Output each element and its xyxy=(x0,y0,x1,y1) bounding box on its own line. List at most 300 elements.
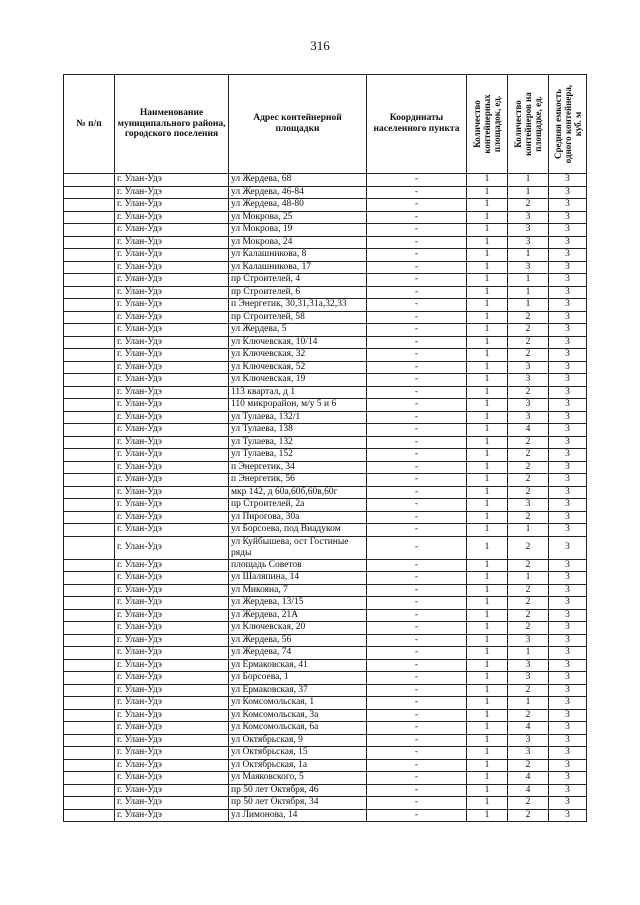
address-cell: площадь Советов xyxy=(229,559,367,572)
coords-cell: - xyxy=(367,809,467,822)
address-cell: пр Строителей, 2а xyxy=(229,499,367,512)
municipality-cell: г. Улан-Удэ xyxy=(115,261,229,274)
containers-count-cell: 3 xyxy=(508,672,549,685)
address-cell: 110 микрорайон, м/у 5 и 6 xyxy=(229,399,367,412)
coords-cell: - xyxy=(367,584,467,597)
table-row xyxy=(64,772,587,785)
containers-count-cell: 3 xyxy=(508,399,549,412)
sites-count-cell: 1 xyxy=(467,461,508,474)
coords-cell: - xyxy=(367,336,467,349)
sites-count-cell: 1 xyxy=(467,647,508,660)
coords-cell: - xyxy=(367,572,467,585)
coords-cell: - xyxy=(367,224,467,237)
table-row xyxy=(64,784,587,797)
row-number-cell xyxy=(64,559,115,572)
municipality-cell: г. Улан-Удэ xyxy=(115,722,229,735)
table-row xyxy=(64,374,587,387)
capacity-cell: 3 xyxy=(549,524,587,537)
coords-cell: - xyxy=(367,386,467,399)
containers-count-cell: 2 xyxy=(508,584,549,597)
capacity-cell: 3 xyxy=(549,499,587,512)
municipality-cell: г. Улан-Удэ xyxy=(115,684,229,697)
row-number-cell xyxy=(64,199,115,212)
sites-count-cell: 1 xyxy=(467,597,508,610)
capacity-cell: 3 xyxy=(549,349,587,362)
table-row xyxy=(64,174,587,187)
municipality-cell: г. Улан-Удэ xyxy=(115,772,229,785)
table-row xyxy=(64,722,587,735)
sites-count-cell: 1 xyxy=(467,709,508,722)
coords-cell: - xyxy=(367,261,467,274)
coords-cell: - xyxy=(367,174,467,187)
municipality-cell: г. Улан-Удэ xyxy=(115,486,229,499)
capacity-cell: 3 xyxy=(549,697,587,710)
sites-count-cell: 1 xyxy=(467,499,508,512)
row-number-cell xyxy=(64,647,115,660)
municipality-cell: г. Улан-Удэ xyxy=(115,174,229,187)
row-number-cell xyxy=(64,311,115,324)
row-number-cell xyxy=(64,797,115,810)
containers-count-cell: 1 xyxy=(508,274,549,287)
coords-cell: - xyxy=(367,274,467,287)
municipality-cell: г. Улан-Удэ xyxy=(115,511,229,524)
capacity-cell: 3 xyxy=(549,536,587,559)
capacity-cell: 3 xyxy=(549,461,587,474)
capacity-cell: 3 xyxy=(549,361,587,374)
containers-count-cell: 3 xyxy=(508,747,549,760)
containers-count-cell: 4 xyxy=(508,424,549,437)
municipality-cell: г. Улан-Удэ xyxy=(115,361,229,374)
sites-count-cell: 1 xyxy=(467,809,508,822)
capacity-cell: 3 xyxy=(549,374,587,387)
municipality-cell: г. Улан-Удэ xyxy=(115,336,229,349)
address-cell: ул Жердева, 21А xyxy=(229,609,367,622)
coords-cell: - xyxy=(367,349,467,362)
sites-count-cell: 1 xyxy=(467,536,508,559)
container-sites-table xyxy=(63,74,587,822)
sites-count-cell: 1 xyxy=(467,747,508,760)
page-number: 316 xyxy=(310,38,330,53)
sites-count-cell: 1 xyxy=(467,524,508,537)
containers-count-cell: 4 xyxy=(508,722,549,735)
containers-count-cell: 1 xyxy=(508,697,549,710)
containers-count-cell: 3 xyxy=(508,236,549,249)
row-number-cell xyxy=(64,349,115,362)
address-cell: ул Куйбышева, ост Гостиные ряды xyxy=(229,536,367,559)
table-row xyxy=(64,584,587,597)
municipality-cell: г. Улан-Удэ xyxy=(115,609,229,622)
capacity-cell: 3 xyxy=(549,424,587,437)
row-number-cell xyxy=(64,784,115,797)
sites-count-cell: 1 xyxy=(467,734,508,747)
sites-count-cell: 1 xyxy=(467,261,508,274)
sites-count-cell: 1 xyxy=(467,174,508,187)
row-number-cell xyxy=(64,361,115,374)
containers-count-cell: 2 xyxy=(508,311,549,324)
capacity-cell: 3 xyxy=(549,236,587,249)
sites-count-cell: 1 xyxy=(467,584,508,597)
capacity-cell: 3 xyxy=(549,747,587,760)
row-number-cell xyxy=(64,436,115,449)
containers-count-cell: 1 xyxy=(508,186,549,199)
sites-count-cell: 1 xyxy=(467,324,508,337)
sites-count-cell: 1 xyxy=(467,772,508,785)
row-number-cell xyxy=(64,299,115,312)
address-cell: пр Строителей, 6 xyxy=(229,286,367,299)
header-num: № п/п xyxy=(64,75,115,174)
containers-count-cell: 2 xyxy=(508,199,549,212)
municipality-cell: г. Улан-Удэ xyxy=(115,186,229,199)
sites-count-cell: 1 xyxy=(467,336,508,349)
address-cell: ул Жердева, 68 xyxy=(229,174,367,187)
row-number-cell xyxy=(64,747,115,760)
capacity-cell: 3 xyxy=(549,299,587,312)
address-cell: ул Жердева, 13/15 xyxy=(229,597,367,610)
coords-cell: - xyxy=(367,499,467,512)
address-cell: ул Борсоева, 1 xyxy=(229,672,367,685)
containers-count-cell: 2 xyxy=(508,324,549,337)
capacity-cell: 3 xyxy=(549,772,587,785)
sites-count-cell: 1 xyxy=(467,559,508,572)
address-cell: ул Жердева, 48-80 xyxy=(229,199,367,212)
containers-count-cell: 2 xyxy=(508,511,549,524)
row-number-cell xyxy=(64,524,115,537)
coords-cell: - xyxy=(367,361,467,374)
capacity-cell: 3 xyxy=(549,559,587,572)
containers-count-cell: 2 xyxy=(508,386,549,399)
capacity-cell: 3 xyxy=(549,809,587,822)
municipality-cell: г. Улан-Удэ xyxy=(115,734,229,747)
containers-count-cell: 3 xyxy=(508,659,549,672)
containers-count-cell: 3 xyxy=(508,361,549,374)
header-containers-count xyxy=(508,75,549,174)
address-cell: ул Мокрова, 19 xyxy=(229,224,367,237)
table-row xyxy=(64,324,587,337)
address-cell: ул Октябрьская, 15 xyxy=(229,747,367,760)
table-row xyxy=(64,361,587,374)
table-row xyxy=(64,609,587,622)
containers-count-cell: 2 xyxy=(508,609,549,622)
sites-count-cell: 1 xyxy=(467,759,508,772)
sites-count-cell: 1 xyxy=(467,659,508,672)
table-row xyxy=(64,261,587,274)
row-number-cell xyxy=(64,174,115,187)
address-cell: п Энергетик, 56 xyxy=(229,474,367,487)
address-cell: п Энергетик, 34 xyxy=(229,461,367,474)
containers-count-cell: 3 xyxy=(508,411,549,424)
table-row xyxy=(64,709,587,722)
row-number-cell xyxy=(64,261,115,274)
table-row xyxy=(64,199,587,212)
sites-count-cell: 1 xyxy=(467,609,508,622)
capacity-cell: 3 xyxy=(549,286,587,299)
coords-cell: - xyxy=(367,486,467,499)
row-number-cell xyxy=(64,224,115,237)
municipality-cell: г. Улан-Удэ xyxy=(115,399,229,412)
containers-count-cell: 2 xyxy=(508,336,549,349)
row-number-cell xyxy=(64,186,115,199)
sites-count-cell: 1 xyxy=(467,424,508,437)
containers-count-cell: 1 xyxy=(508,174,549,187)
sites-count-cell: 1 xyxy=(467,386,508,399)
address-cell: ул Тулаева, 138 xyxy=(229,424,367,437)
coords-cell: - xyxy=(367,672,467,685)
address-cell: ул Октябрьская, 9 xyxy=(229,734,367,747)
address-cell: ул Комсомольская, 6а xyxy=(229,722,367,735)
capacity-cell: 3 xyxy=(549,672,587,685)
containers-count-cell: 3 xyxy=(508,734,549,747)
table-row xyxy=(64,461,587,474)
containers-count-cell: 1 xyxy=(508,249,549,262)
table-row xyxy=(64,436,587,449)
table-row xyxy=(64,797,587,810)
row-number-cell xyxy=(64,772,115,785)
coords-cell: - xyxy=(367,609,467,622)
row-number-cell xyxy=(64,474,115,487)
municipality-cell: г. Улан-Удэ xyxy=(115,224,229,237)
capacity-cell: 3 xyxy=(549,797,587,810)
coords-cell: - xyxy=(367,659,467,672)
containers-count-cell: 2 xyxy=(508,486,549,499)
capacity-cell: 3 xyxy=(549,324,587,337)
containers-count-cell: 2 xyxy=(508,449,549,462)
coords-cell: - xyxy=(367,697,467,710)
containers-count-cell: 3 xyxy=(508,634,549,647)
table-row xyxy=(64,747,587,760)
address-cell: ул Жердева, 74 xyxy=(229,647,367,660)
capacity-cell: 3 xyxy=(549,199,587,212)
sites-count-cell: 1 xyxy=(467,684,508,697)
coords-cell: - xyxy=(367,411,467,424)
table-row xyxy=(64,249,587,262)
address-cell: ул Жердева, 5 xyxy=(229,324,367,337)
municipality-cell: г. Улан-Удэ xyxy=(115,597,229,610)
sites-count-cell: 1 xyxy=(467,224,508,237)
sites-count-cell: 1 xyxy=(467,797,508,810)
row-number-cell xyxy=(64,659,115,672)
table-row xyxy=(64,299,587,312)
capacity-cell: 3 xyxy=(549,274,587,287)
sites-count-cell: 1 xyxy=(467,511,508,524)
row-number-cell xyxy=(64,274,115,287)
header-coords: Координаты населенного пункта xyxy=(367,75,467,174)
row-number-cell xyxy=(64,499,115,512)
municipality-cell: г. Улан-Удэ xyxy=(115,524,229,537)
capacity-cell: 3 xyxy=(549,597,587,610)
municipality-cell: г. Улан-Удэ xyxy=(115,499,229,512)
table-row xyxy=(64,424,587,437)
capacity-cell: 3 xyxy=(549,511,587,524)
header-capacity-text: Средняя емкость одного контейнера, куб. м xyxy=(552,84,583,164)
municipality-cell: г. Улан-Удэ xyxy=(115,436,229,449)
coords-cell: - xyxy=(367,424,467,437)
address-cell: ул Пирогова, 30а xyxy=(229,511,367,524)
capacity-cell: 3 xyxy=(549,784,587,797)
coords-cell: - xyxy=(367,249,467,262)
municipality-cell: г. Улан-Удэ xyxy=(115,461,229,474)
row-number-cell xyxy=(64,411,115,424)
coords-cell: - xyxy=(367,511,467,524)
sites-count-cell: 1 xyxy=(467,374,508,387)
row-number-cell xyxy=(64,572,115,585)
capacity-cell: 3 xyxy=(549,386,587,399)
address-cell: пр 50 лет Октября, 34 xyxy=(229,797,367,810)
coords-cell: - xyxy=(367,684,467,697)
municipality-cell: г. Улан-Удэ xyxy=(115,634,229,647)
capacity-cell: 3 xyxy=(549,709,587,722)
table-row xyxy=(64,672,587,685)
containers-count-cell: 2 xyxy=(508,536,549,559)
capacity-cell: 3 xyxy=(549,336,587,349)
sites-count-cell: 1 xyxy=(467,274,508,287)
row-number-cell xyxy=(64,461,115,474)
table-row xyxy=(64,286,587,299)
address-cell: ул Жердева, 56 xyxy=(229,634,367,647)
row-number-cell xyxy=(64,809,115,822)
address-cell: ул Ключевская, 10/14 xyxy=(229,336,367,349)
capacity-cell: 3 xyxy=(549,584,587,597)
table-row xyxy=(64,684,587,697)
coords-cell: - xyxy=(367,784,467,797)
address-cell: ул Комсомольская, 3а xyxy=(229,709,367,722)
sites-count-cell: 1 xyxy=(467,449,508,462)
containers-count-cell: 2 xyxy=(508,759,549,772)
sites-count-cell: 1 xyxy=(467,784,508,797)
municipality-cell: г. Улан-Удэ xyxy=(115,299,229,312)
address-cell: ул Маяковского, 5 xyxy=(229,772,367,785)
coords-cell: - xyxy=(367,797,467,810)
address-cell: п Энергетик, 30,31,31а,32,33 xyxy=(229,299,367,312)
capacity-cell: 3 xyxy=(549,436,587,449)
address-cell: ул Лимонова, 14 xyxy=(229,809,367,822)
containers-count-cell: 2 xyxy=(508,559,549,572)
municipality-cell: г. Улан-Удэ xyxy=(115,324,229,337)
row-number-cell xyxy=(64,634,115,647)
table-row xyxy=(64,659,587,672)
row-number-cell xyxy=(64,759,115,772)
row-number-cell xyxy=(64,449,115,462)
capacity-cell: 3 xyxy=(549,659,587,672)
coords-cell: - xyxy=(367,722,467,735)
containers-count-cell: 4 xyxy=(508,784,549,797)
table-row xyxy=(64,734,587,747)
row-number-cell xyxy=(64,511,115,524)
sites-count-cell: 1 xyxy=(467,474,508,487)
municipality-cell: г. Улан-Удэ xyxy=(115,697,229,710)
coords-cell: - xyxy=(367,747,467,760)
municipality-cell: г. Улан-Удэ xyxy=(115,659,229,672)
capacity-cell: 3 xyxy=(549,722,587,735)
table-row xyxy=(64,759,587,772)
sites-count-cell: 1 xyxy=(467,486,508,499)
municipality-cell: г. Улан-Удэ xyxy=(115,424,229,437)
table-row xyxy=(64,186,587,199)
capacity-cell: 3 xyxy=(549,211,587,224)
sites-count-cell: 1 xyxy=(467,411,508,424)
address-cell: 113 квартал, д 1 xyxy=(229,386,367,399)
address-cell: ул Мокрова, 25 xyxy=(229,211,367,224)
table-row xyxy=(64,386,587,399)
coords-cell: - xyxy=(367,772,467,785)
coords-cell: - xyxy=(367,709,467,722)
table-row xyxy=(64,336,587,349)
table-row xyxy=(64,349,587,362)
capacity-cell: 3 xyxy=(549,609,587,622)
coords-cell: - xyxy=(367,559,467,572)
capacity-cell: 3 xyxy=(549,261,587,274)
row-number-cell xyxy=(64,486,115,499)
sites-count-cell: 1 xyxy=(467,199,508,212)
sites-count-cell: 1 xyxy=(467,634,508,647)
sites-count-cell: 1 xyxy=(467,299,508,312)
row-number-cell xyxy=(64,399,115,412)
row-number-cell xyxy=(64,424,115,437)
capacity-cell: 3 xyxy=(549,684,587,697)
address-cell: ул Мокрова, 24 xyxy=(229,236,367,249)
containers-count-cell: 4 xyxy=(508,772,549,785)
municipality-cell: г. Улан-Удэ xyxy=(115,747,229,760)
address-cell: пр Строителей, 58 xyxy=(229,311,367,324)
municipality-cell: г. Улан-Удэ xyxy=(115,449,229,462)
table-row xyxy=(64,499,587,512)
municipality-cell: г. Улан-Удэ xyxy=(115,274,229,287)
capacity-cell: 3 xyxy=(549,572,587,585)
capacity-cell: 3 xyxy=(549,411,587,424)
municipality-cell: г. Улан-Удэ xyxy=(115,474,229,487)
table-row xyxy=(64,559,587,572)
sites-count-cell: 1 xyxy=(467,622,508,635)
containers-count-cell: 1 xyxy=(508,286,549,299)
table-header-row xyxy=(64,75,587,174)
containers-count-cell: 3 xyxy=(508,211,549,224)
municipality-cell: г. Улан-Удэ xyxy=(115,709,229,722)
sites-count-cell: 1 xyxy=(467,186,508,199)
row-number-cell xyxy=(64,609,115,622)
row-number-cell xyxy=(64,672,115,685)
coords-cell: - xyxy=(367,461,467,474)
coords-cell: - xyxy=(367,311,467,324)
sites-count-cell: 1 xyxy=(467,286,508,299)
address-cell: пр 50 лет Октября, 46 xyxy=(229,784,367,797)
capacity-cell: 3 xyxy=(549,759,587,772)
coords-cell: - xyxy=(367,734,467,747)
table-row xyxy=(64,311,587,324)
sites-count-cell: 1 xyxy=(467,361,508,374)
containers-count-cell: 3 xyxy=(508,261,549,274)
address-cell: ул Ключевская, 52 xyxy=(229,361,367,374)
sites-count-cell: 1 xyxy=(467,349,508,362)
municipality-cell: г. Улан-Удэ xyxy=(115,249,229,262)
coords-cell: - xyxy=(367,436,467,449)
containers-count-cell: 2 xyxy=(508,436,549,449)
containers-count-cell: 2 xyxy=(508,684,549,697)
sites-count-cell: 1 xyxy=(467,236,508,249)
address-cell: ул Калашникова, 8 xyxy=(229,249,367,262)
municipality-cell: г. Улан-Удэ xyxy=(115,784,229,797)
municipality-cell: г. Улан-Удэ xyxy=(115,622,229,635)
municipality-cell: г. Улан-Удэ xyxy=(115,559,229,572)
municipality-cell: г. Улан-Удэ xyxy=(115,759,229,772)
containers-count-cell: 2 xyxy=(508,809,549,822)
table-row xyxy=(64,597,587,610)
capacity-cell: 3 xyxy=(549,647,587,660)
coords-cell: - xyxy=(367,647,467,660)
address-cell: ул Ключевская, 20 xyxy=(229,622,367,635)
municipality-cell: г. Улан-Удэ xyxy=(115,386,229,399)
row-number-cell xyxy=(64,236,115,249)
table-row xyxy=(64,622,587,635)
coords-cell: - xyxy=(367,449,467,462)
